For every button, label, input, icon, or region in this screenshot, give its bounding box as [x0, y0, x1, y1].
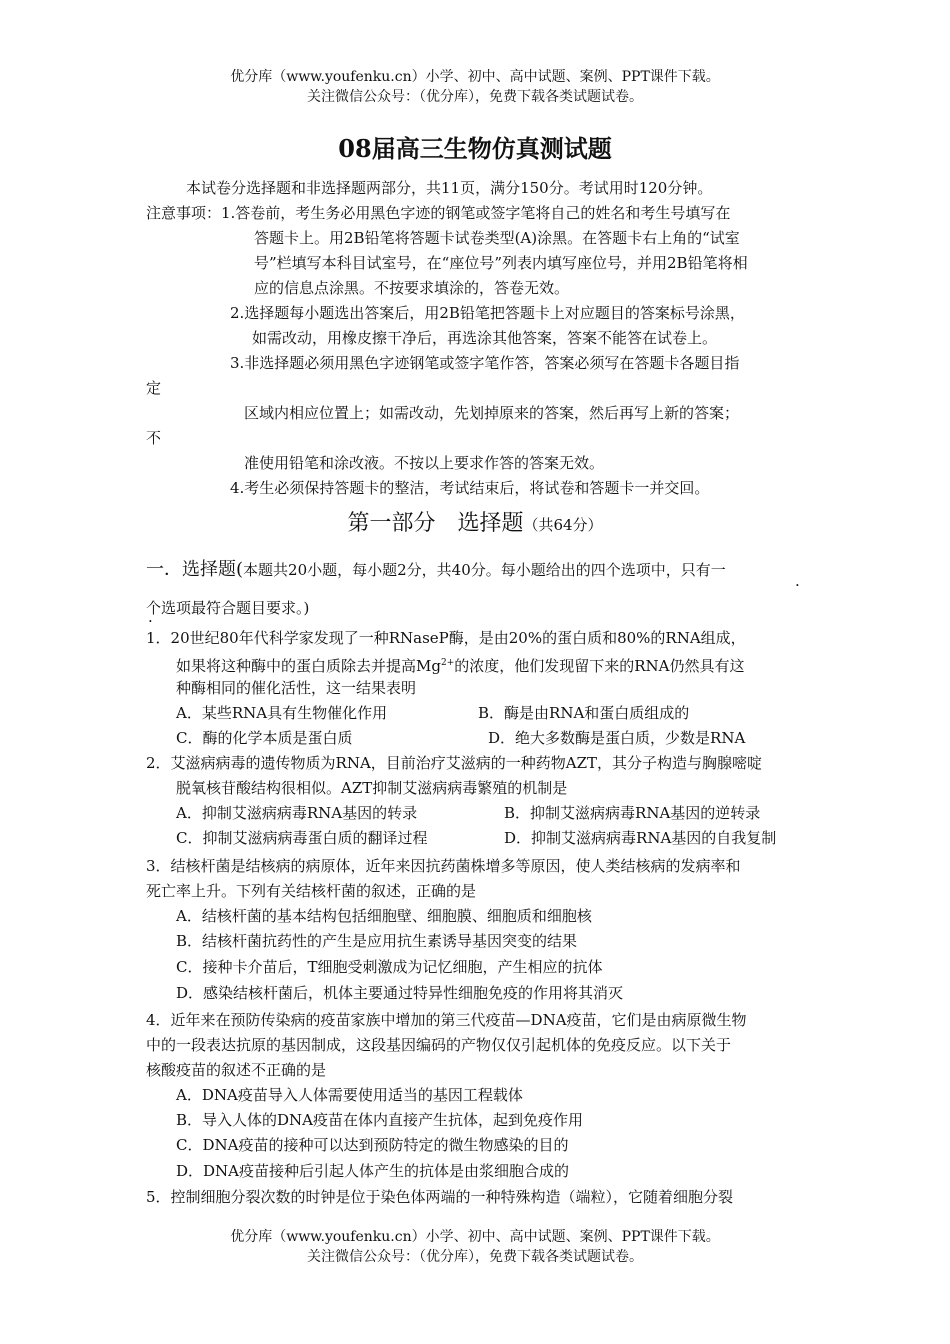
question-3-option-d: D．感染结核杆菌后，机体主要通过特异性细胞免疫的作用将其消灭: [176, 984, 624, 1002]
section-desc: 本题共20小题，每小题2分，共40分。每小题给出的四个选项中，只有一: [243, 561, 726, 579]
question-4-option-c: C．DNA疫苗的接种可以达到预防特定的微生物感染的目的: [176, 1136, 569, 1154]
question-4-stem: 4．近年来在预防传染病的疫苗家族中增加的第三代疫苗—DNA疫苗，它们是由病原微生物: [146, 1011, 747, 1029]
notes-line: 3.非选择题必须用黑色字迹钢笔或签字笔作答，答案必须写在答题卡各题目指: [230, 354, 740, 372]
part-title: 第一部分 选择题: [347, 511, 524, 536]
question-1-option-b: B．酶是由RNA和蛋白质组成的: [478, 704, 690, 722]
page-footer-line-2: 关注微信公众号：（优分库），免费下载各类试题试卷。: [307, 1249, 643, 1265]
question-2-stem: 2．艾滋病病毒的遗传物质为RNA，目前治疗艾滋病的一种药物AZT，其分子构造与胸腺嘧啶: [146, 754, 763, 772]
question-2-option-d: D．抑制艾滋病病毒RNA基因的自我复制: [504, 829, 777, 847]
question-1-stem: 1．20世纪80年代科学家发现了一种RNaseP酶，是由20%的蛋白质和80%的RNA组成，: [146, 629, 746, 647]
exam-intro: 本试卷分选择题和非选择题两部分，共11页，满分150分。考试用时120分钟。: [186, 179, 713, 197]
notes-line: 号”栏填写本科目试室号，在“座位号”列表内填写座位号，并用2B铅笔将相: [254, 254, 748, 272]
question-3-stem: 死亡率上升。下列有关结核杆菌的叙述，正确的是: [146, 882, 477, 900]
section-paren: (: [236, 559, 244, 580]
question-2-option-b: B．抑制艾滋病病毒RNA基因的逆转录: [504, 804, 761, 822]
part-points: （共64分）: [523, 516, 603, 534]
question-2-option-a: A．抑制艾滋病病毒RNA基因的转录: [176, 804, 418, 822]
question-3-option-a: A．结核杆菌的基本结构包括细胞壁、细胞膜、细胞质和细胞核: [176, 907, 592, 925]
question-1-option-c: C．酶的化学本质是蛋白质: [176, 729, 353, 747]
notes-line: 2.选择题每小题选出答案后，用2B铅笔把答题卡上对应题目的答案标号涂黑，: [230, 304, 745, 322]
emphasis-dot: ·: [148, 612, 153, 630]
question-4-stem: 核酸疫苗的叙述不正确的是: [146, 1061, 327, 1079]
emphasis-dot: ·: [795, 576, 800, 594]
question-1-stem: 种酶相同的催化活性，这一结果表明: [176, 679, 417, 697]
question-1-stem: [176, 653, 745, 676]
question-3-option-b: B．结核杆菌抗药性的产生是应用抗生素诱导基因突变的结果: [176, 932, 578, 950]
notes-line: 定: [146, 379, 162, 397]
page-header-line-2: 关注微信公众号：（优分库），免费下载各类试题试卷。: [307, 89, 643, 105]
question-4-option-b: B．导入人体的DNA疫苗在体内直接产生抗体，起到免疫作用: [176, 1111, 584, 1129]
question-1-option-a: A．某些RNA具有生物催化作用: [176, 704, 388, 722]
notes-line: 4.考生必须保持答题卡的整洁，考试结束后，将试卷和答题卡一并交回。: [230, 479, 710, 497]
question-4-option-d: D．DNA疫苗接种后引起人体产生的抗体是由浆细胞合成的: [176, 1162, 570, 1180]
question-4-stem: 中的一段表达抗原的基因制成，这段基因编码的产物仅仅引起机体的免疫反应。以下关于: [146, 1036, 732, 1054]
page-footer-line-1: 优分库（www.youfenku.cn）小学、初中、高中试题、案例、PPT课件下载。: [230, 1229, 720, 1245]
notes-line: 不: [146, 429, 162, 447]
notes-line: 答题卡上。用2B铅笔将答题卡试卷类型(A)涂黑。在答题卡右上角的“试室: [254, 229, 740, 247]
question-3-stem: 3．结核杆菌是结核病的病原体，近年来因抗药菌株增多等原因，使人类结核病的发病率和: [146, 857, 741, 875]
document-title: 08届高三生物仿真测试题: [338, 134, 612, 163]
section-lead: 一．选择题: [146, 559, 236, 580]
q1-text: 如果将这种酶中的蛋白质除去并提高Mg: [176, 657, 441, 675]
question-5-stem: 5．控制细胞分裂次数的时钟是位于染色体两端的一种特殊构造（端粒），它随着细胞分裂: [146, 1188, 734, 1206]
part-heading: [0, 510, 950, 539]
question-1-option-d: D．绝大多数酶是蛋白质，少数是RNA: [488, 729, 746, 747]
q1-text: 的浓度，他们发现留下来的RNA仍然具有这: [454, 657, 745, 675]
notes-line: 准使用铅笔和涂改液。不按以上要求作答的答案无效。: [244, 454, 605, 472]
question-2-option-c: C．抑制艾滋病病毒蛋白质的翻译过程: [176, 829, 428, 847]
notes-line: 应的信息点涂黑。不按要求填涂的，答卷无效。: [254, 279, 570, 297]
notes-line: 区域内相应位置上；如需改动，先划掉原来的答案，然后再写上新的答案；: [244, 404, 740, 422]
section-instructions-cont: 个选项最符合题目要求。): [146, 599, 310, 617]
question-4-option-a: A．DNA疫苗导入人体需要使用适当的基因工程载体: [176, 1086, 523, 1104]
page-header-line-1: 优分库（www.youfenku.cn）小学、初中、高中试题、案例、PPT课件下载。: [230, 69, 720, 85]
notes-line: 注意事项：1.答卷前，考生务必用黑色字迹的钢笔或签字笔将自己的姓名和考生号填写在: [146, 204, 731, 222]
section-instructions: [146, 560, 726, 580]
q1-superscript: 2+: [440, 658, 455, 668]
notes-line: 如需改动，用橡皮擦干净后，再选涂其他答案，答案不能答在试卷上。: [252, 329, 718, 347]
question-2-stem: 脱氧核苷酸结构很相似。AZT抑制艾滋病病毒繁殖的机制是: [176, 779, 568, 797]
question-3-option-c: C．接种卡介苗后，T细胞受刺激成为记忆细胞，产生相应的抗体: [176, 958, 603, 976]
